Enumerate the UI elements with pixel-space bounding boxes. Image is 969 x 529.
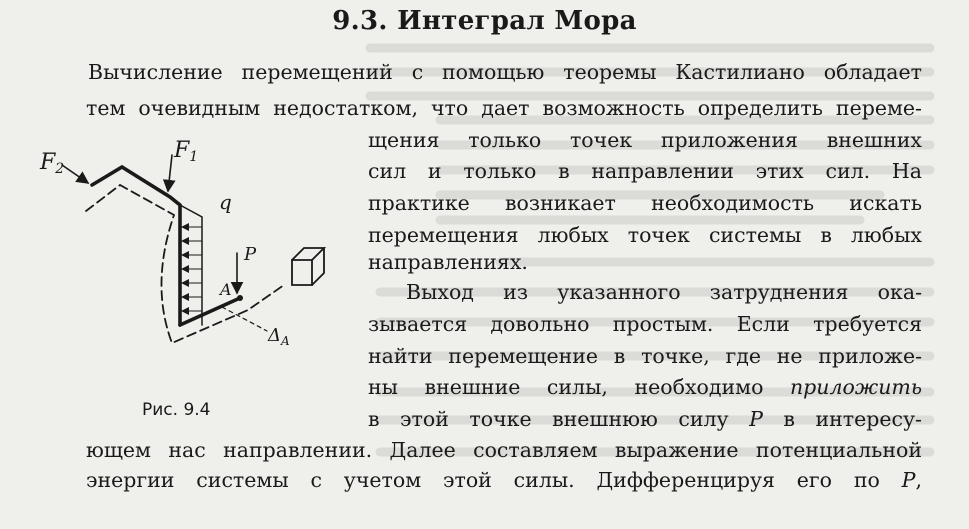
variable-p-2: P [901,468,916,492]
force-f2-arrow [62,165,88,183]
paragraph-1-line-4: сил и только в направлении этих сил. На [368,159,922,183]
figure-9-4 [22,135,342,385]
paragraph-1-line-5: практике возникает необходимость искать [368,191,922,215]
paragraph-2-line-7-text-a: энергии системы с учетом этой силы. Дифференцируя его по [86,468,902,492]
support-block [292,248,324,285]
label-p: P [244,244,257,265]
section-title: 9.3. Интеграл Мора [332,6,637,36]
paragraph-1-line-3: щения только точек приложения внешних [368,128,922,152]
figure-caption: Рис. 9.4 [142,400,211,420]
paragraph-1-line-6: перемещения любых точек системы в любых [368,223,922,247]
frame-beam [92,167,180,325]
paragraph-2-line-5 [368,409,922,430]
variable-p: P [749,407,763,431]
paragraph-2-line-5-text-a: в этой точке внешнюю силу [368,407,750,431]
label-f2: F2 [40,150,65,177]
paragraph-2-line-4-text: ны внешние силы, необходимо [368,375,790,399]
label-f1: F1 [174,138,199,165]
label-a: A [220,280,232,299]
load-arrows [182,227,202,311]
paragraph-2-line-7 [86,470,922,491]
point-a [237,295,243,301]
paragraph-2-line-2: зывается довольно простым. Если требуется [368,312,922,336]
paragraph-2-line-1: Выход из указанного затруднения ока- [406,280,922,304]
paragraph-2-line-6: ющем нас направлении. Далее составляем выражение потенциальной [86,438,922,462]
paragraph-2-line-3: найти перемещение в точке, где не приложе- [368,344,922,368]
emphasis-apply: приложить [789,375,922,399]
label-q: q [219,190,232,214]
paragraph-2-line-4 [368,377,922,398]
paragraph-2-line-7-text-b: , [915,468,922,492]
paragraph-1-line-2: тем очевидным недостатком, что дает возможность определить переме- [86,96,922,120]
paragraph-1-line-7: направлениях. [368,250,528,274]
paragraph-1-line-1: Вычисление перемещений с помощью теоремы Кастилиано обладает [88,60,922,84]
paragraph-2-line-5-text-b: в интересу- [762,407,922,431]
force-f1-arrow [168,155,172,191]
label-delta-a: $\Delta_A$ [268,325,290,348]
load-outline [180,205,202,325]
